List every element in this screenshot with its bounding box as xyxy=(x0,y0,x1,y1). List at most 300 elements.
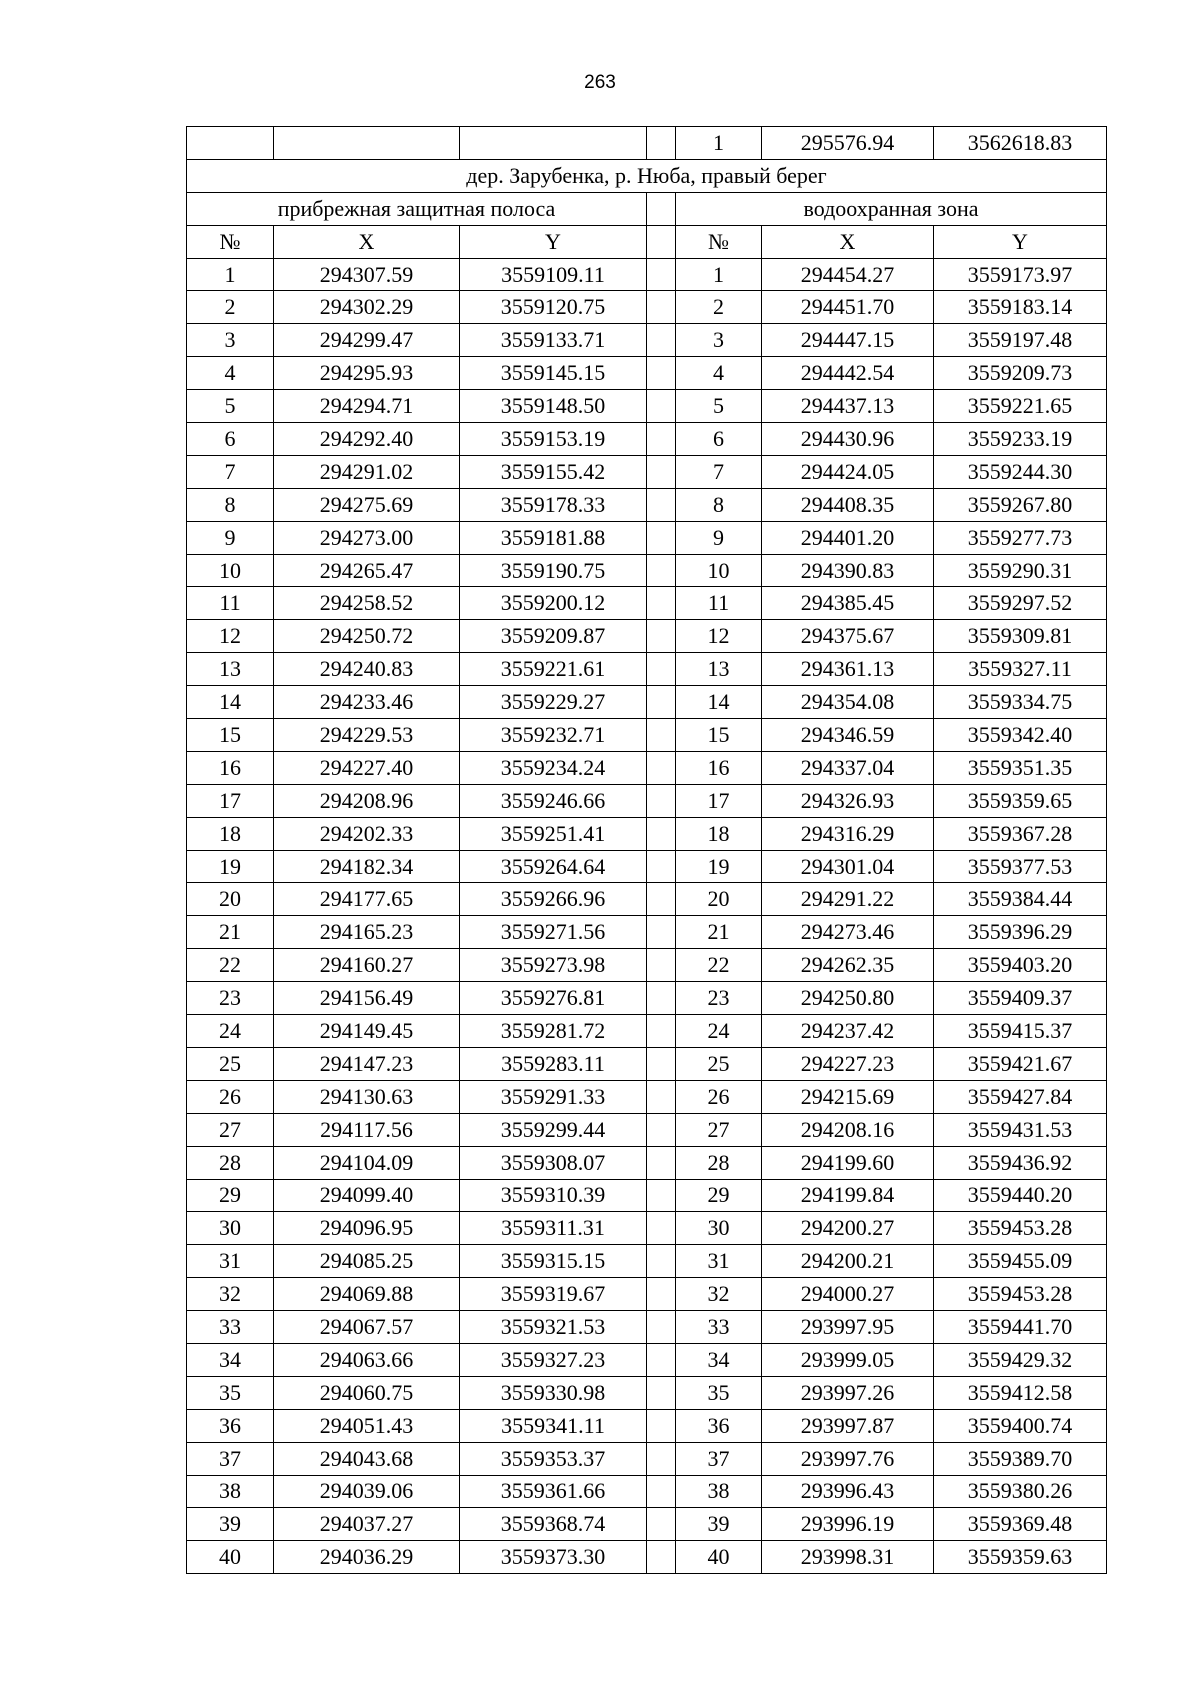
right-zone-title: водоохранная зона xyxy=(676,192,1107,225)
left-y-cell: 3559221.61 xyxy=(460,653,647,686)
right-y-cell: 3559453.28 xyxy=(934,1212,1107,1245)
left-y-cell: 3559327.23 xyxy=(460,1343,647,1376)
gap-cell xyxy=(647,1146,676,1179)
left-x-cell: 294063.66 xyxy=(274,1343,460,1376)
left-x-cell: 294291.02 xyxy=(274,455,460,488)
left-y-cell: 3559361.66 xyxy=(460,1475,647,1508)
left-y-cell: 3559109.11 xyxy=(460,258,647,291)
right-y-cell: 3559173.97 xyxy=(934,258,1107,291)
right-num-cell: 28 xyxy=(676,1146,762,1179)
carryover-y-cell: 3562618.83 xyxy=(934,127,1107,160)
table-row xyxy=(187,1278,1107,1311)
left-x-cell: 294096.95 xyxy=(274,1212,460,1245)
table-row xyxy=(187,784,1107,817)
left-num-cell: 28 xyxy=(187,1146,274,1179)
right-y-cell: 3559384.44 xyxy=(934,883,1107,916)
left-num-cell: 5 xyxy=(187,390,274,423)
left-num-cell: 20 xyxy=(187,883,274,916)
right-x-cell: 294326.93 xyxy=(762,784,934,817)
left-y-cell: 3559368.74 xyxy=(460,1508,647,1541)
table-row xyxy=(187,1047,1107,1080)
gap-cell xyxy=(647,1343,676,1376)
left-num-cell: 22 xyxy=(187,949,274,982)
gap-cell xyxy=(647,324,676,357)
left-num-cell: 9 xyxy=(187,521,274,554)
left-y-cell: 3559271.56 xyxy=(460,916,647,949)
table-row xyxy=(187,719,1107,752)
left-num-cell: 33 xyxy=(187,1311,274,1344)
empty-cell xyxy=(187,127,274,160)
right-x-cell: 294354.08 xyxy=(762,686,934,719)
left-x-cell: 294067.57 xyxy=(274,1311,460,1344)
left-num-cell: 13 xyxy=(187,653,274,686)
right-y-cell: 3559359.65 xyxy=(934,784,1107,817)
right-y-cell: 3559334.75 xyxy=(934,686,1107,719)
left-x-cell: 294099.40 xyxy=(274,1179,460,1212)
left-y-cell: 3559308.07 xyxy=(460,1146,647,1179)
right-x-cell: 294273.46 xyxy=(762,916,934,949)
right-y-cell: 3559367.28 xyxy=(934,817,1107,850)
left-num-cell: 27 xyxy=(187,1113,274,1146)
table-row xyxy=(187,1475,1107,1508)
right-x-cell: 294316.29 xyxy=(762,817,934,850)
gap-cell xyxy=(647,719,676,752)
gap-cell xyxy=(647,423,676,456)
right-y-cell: 3559380.26 xyxy=(934,1475,1107,1508)
gap-cell xyxy=(647,192,676,225)
gap-cell xyxy=(647,1245,676,1278)
gap-cell xyxy=(647,1475,676,1508)
left-num-cell: 3 xyxy=(187,324,274,357)
table-row xyxy=(187,1508,1107,1541)
table-row xyxy=(187,883,1107,916)
left-y-cell: 3559251.41 xyxy=(460,817,647,850)
left-num-cell: 30 xyxy=(187,1212,274,1245)
coordinates-table xyxy=(186,126,1107,1574)
left-y-cell: 3559246.66 xyxy=(460,784,647,817)
right-y-cell: 3559455.09 xyxy=(934,1245,1107,1278)
right-x-cell: 294361.13 xyxy=(762,653,934,686)
right-num-cell: 26 xyxy=(676,1080,762,1113)
table-row xyxy=(187,751,1107,784)
right-num-cell: 38 xyxy=(676,1475,762,1508)
table-row xyxy=(187,1311,1107,1344)
table-row xyxy=(187,982,1107,1015)
gap-cell xyxy=(647,390,676,423)
right-x-cell: 294237.42 xyxy=(762,1015,934,1048)
gap-cell xyxy=(647,1080,676,1113)
left-x-cell: 294149.45 xyxy=(274,1015,460,1048)
right-x-cell: 294454.27 xyxy=(762,258,934,291)
gap-cell xyxy=(647,817,676,850)
left-num-cell: 16 xyxy=(187,751,274,784)
right-y-cell: 3559436.92 xyxy=(934,1146,1107,1179)
right-num-cell: 9 xyxy=(676,521,762,554)
table-row xyxy=(187,916,1107,949)
left-x-cell: 294295.93 xyxy=(274,357,460,390)
table-row xyxy=(187,850,1107,883)
right-y-cell: 3559197.48 xyxy=(934,324,1107,357)
gap-cell xyxy=(647,291,676,324)
right-num-cell: 24 xyxy=(676,1015,762,1048)
left-x-cell: 294165.23 xyxy=(274,916,460,949)
left-y-cell: 3559266.96 xyxy=(460,883,647,916)
left-num-cell: 32 xyxy=(187,1278,274,1311)
gap-cell xyxy=(647,554,676,587)
left-num-cell: 18 xyxy=(187,817,274,850)
left-y-cell: 3559209.87 xyxy=(460,620,647,653)
gap-cell xyxy=(647,620,676,653)
gap-cell xyxy=(647,1376,676,1409)
table-row xyxy=(187,1080,1107,1113)
right-num-cell: 29 xyxy=(676,1179,762,1212)
right-num-cell: 31 xyxy=(676,1245,762,1278)
right-x-cell: 294451.70 xyxy=(762,291,934,324)
right-num-cell: 34 xyxy=(676,1343,762,1376)
left-y-cell: 3559181.88 xyxy=(460,521,647,554)
left-y-cell: 3559276.81 xyxy=(460,982,647,1015)
gap-cell xyxy=(647,653,676,686)
right-y-cell: 3559377.53 xyxy=(934,850,1107,883)
gap-cell xyxy=(647,488,676,521)
gap-cell xyxy=(647,1508,676,1541)
section-title-row xyxy=(187,159,1107,192)
table-row xyxy=(187,817,1107,850)
right-num-cell: 25 xyxy=(676,1047,762,1080)
gap-cell xyxy=(647,850,676,883)
left-y-cell: 3559178.33 xyxy=(460,488,647,521)
left-x-cell: 294117.56 xyxy=(274,1113,460,1146)
right-x-header: X xyxy=(762,225,934,258)
right-x-cell: 294408.35 xyxy=(762,488,934,521)
left-y-cell: 3559148.50 xyxy=(460,390,647,423)
right-num-cell: 32 xyxy=(676,1278,762,1311)
right-x-cell: 294215.69 xyxy=(762,1080,934,1113)
right-num-cell: 17 xyxy=(676,784,762,817)
gap-cell xyxy=(647,1278,676,1311)
left-y-cell: 3559319.67 xyxy=(460,1278,647,1311)
right-x-cell: 294430.96 xyxy=(762,423,934,456)
right-num-cell: 18 xyxy=(676,817,762,850)
carryover-x-cell: 295576.94 xyxy=(762,127,934,160)
left-num-cell: 31 xyxy=(187,1245,274,1278)
left-num-cell: 11 xyxy=(187,587,274,620)
left-x-cell: 294250.72 xyxy=(274,620,460,653)
left-y-cell: 3559153.19 xyxy=(460,423,647,456)
left-x-cell: 294273.00 xyxy=(274,521,460,554)
right-y-cell: 3559359.63 xyxy=(934,1541,1107,1574)
left-y-cell: 3559229.27 xyxy=(460,686,647,719)
right-x-cell: 293997.26 xyxy=(762,1376,934,1409)
right-y-cell: 3559221.65 xyxy=(934,390,1107,423)
right-y-cell: 3559400.74 xyxy=(934,1409,1107,1442)
right-y-cell: 3559369.48 xyxy=(934,1508,1107,1541)
gap-cell xyxy=(647,982,676,1015)
left-num-cell: 29 xyxy=(187,1179,274,1212)
right-num-cell: 11 xyxy=(676,587,762,620)
gap-cell xyxy=(647,1409,676,1442)
right-num-cell: 40 xyxy=(676,1541,762,1574)
right-x-cell: 294200.21 xyxy=(762,1245,934,1278)
left-num-cell: 1 xyxy=(187,258,274,291)
left-x-cell: 294229.53 xyxy=(274,719,460,752)
right-x-cell: 294337.04 xyxy=(762,751,934,784)
right-x-cell: 294227.23 xyxy=(762,1047,934,1080)
right-x-cell: 294000.27 xyxy=(762,1278,934,1311)
gap-cell xyxy=(647,1015,676,1048)
right-num-cell: 15 xyxy=(676,719,762,752)
right-num-cell: 2 xyxy=(676,291,762,324)
gap-cell xyxy=(647,1311,676,1344)
left-x-cell: 294036.29 xyxy=(274,1541,460,1574)
right-y-cell: 3559351.35 xyxy=(934,751,1107,784)
gap-cell xyxy=(647,357,676,390)
left-x-cell: 294037.27 xyxy=(274,1508,460,1541)
table-row xyxy=(187,521,1107,554)
left-x-cell: 294265.47 xyxy=(274,554,460,587)
right-y-cell: 3559396.29 xyxy=(934,916,1107,949)
left-num-cell: 25 xyxy=(187,1047,274,1080)
left-x-cell: 294202.33 xyxy=(274,817,460,850)
gap-cell xyxy=(647,258,676,291)
left-num-cell: 34 xyxy=(187,1343,274,1376)
left-y-cell: 3559341.11 xyxy=(460,1409,647,1442)
left-x-cell: 294085.25 xyxy=(274,1245,460,1278)
right-y-cell: 3559431.53 xyxy=(934,1113,1107,1146)
right-num-cell: 1 xyxy=(676,258,762,291)
left-x-cell: 294294.71 xyxy=(274,390,460,423)
left-num-header: № xyxy=(187,225,274,258)
gap-cell xyxy=(647,1113,676,1146)
right-x-cell: 294200.27 xyxy=(762,1212,934,1245)
right-num-cell: 4 xyxy=(676,357,762,390)
right-num-cell: 19 xyxy=(676,850,762,883)
left-x-cell: 294258.52 xyxy=(274,587,460,620)
left-x-cell: 294156.49 xyxy=(274,982,460,1015)
left-num-cell: 23 xyxy=(187,982,274,1015)
right-num-cell: 35 xyxy=(676,1376,762,1409)
gap-cell xyxy=(647,521,676,554)
right-num-cell: 30 xyxy=(676,1212,762,1245)
right-y-cell: 3559409.37 xyxy=(934,982,1107,1015)
right-x-cell: 293997.95 xyxy=(762,1311,934,1344)
left-num-cell: 2 xyxy=(187,291,274,324)
right-x-cell: 294390.83 xyxy=(762,554,934,587)
right-y-cell: 3559342.40 xyxy=(934,719,1107,752)
left-num-cell: 12 xyxy=(187,620,274,653)
right-y-cell: 3559233.19 xyxy=(934,423,1107,456)
left-num-cell: 19 xyxy=(187,850,274,883)
table-row xyxy=(187,1113,1107,1146)
left-x-cell: 294147.23 xyxy=(274,1047,460,1080)
left-x-cell: 294177.65 xyxy=(274,883,460,916)
gap-cell xyxy=(647,1179,676,1212)
left-y-cell: 3559155.42 xyxy=(460,455,647,488)
right-y-cell: 3559421.67 xyxy=(934,1047,1107,1080)
coordinates-table-body xyxy=(187,127,1107,1574)
right-num-cell: 39 xyxy=(676,1508,762,1541)
table-row xyxy=(187,291,1107,324)
right-y-cell: 3559415.37 xyxy=(934,1015,1107,1048)
table-row xyxy=(187,653,1107,686)
table-row xyxy=(187,1376,1107,1409)
left-y-cell: 3559373.30 xyxy=(460,1541,647,1574)
left-num-cell: 26 xyxy=(187,1080,274,1113)
left-x-cell: 294051.43 xyxy=(274,1409,460,1442)
left-y-cell: 3559310.39 xyxy=(460,1179,647,1212)
table-row xyxy=(187,1179,1107,1212)
right-num-cell: 20 xyxy=(676,883,762,916)
right-y-cell: 3559441.70 xyxy=(934,1311,1107,1344)
left-x-cell: 294307.59 xyxy=(274,258,460,291)
right-y-cell: 3559277.73 xyxy=(934,521,1107,554)
left-x-cell: 294039.06 xyxy=(274,1475,460,1508)
table-row xyxy=(187,324,1107,357)
right-y-header: Y xyxy=(934,225,1107,258)
right-x-cell: 293997.87 xyxy=(762,1409,934,1442)
left-x-cell: 294104.09 xyxy=(274,1146,460,1179)
table-row xyxy=(187,686,1107,719)
right-y-cell: 3559309.81 xyxy=(934,620,1107,653)
right-num-cell: 27 xyxy=(676,1113,762,1146)
table-row xyxy=(187,1146,1107,1179)
right-y-cell: 3559403.20 xyxy=(934,949,1107,982)
left-y-cell: 3559321.53 xyxy=(460,1311,647,1344)
left-x-cell: 294302.29 xyxy=(274,291,460,324)
table-row xyxy=(187,1541,1107,1574)
right-num-cell: 36 xyxy=(676,1409,762,1442)
left-x-cell: 294275.69 xyxy=(274,488,460,521)
left-y-cell: 3559200.12 xyxy=(460,587,647,620)
right-y-cell: 3559412.58 xyxy=(934,1376,1107,1409)
right-x-cell: 294199.60 xyxy=(762,1146,934,1179)
table-row xyxy=(187,1409,1107,1442)
right-num-cell: 37 xyxy=(676,1442,762,1475)
right-x-cell: 294442.54 xyxy=(762,357,934,390)
left-x-cell: 294240.83 xyxy=(274,653,460,686)
left-y-cell: 3559273.98 xyxy=(460,949,647,982)
empty-cell xyxy=(460,127,647,160)
left-x-cell: 294227.40 xyxy=(274,751,460,784)
right-y-cell: 3559429.32 xyxy=(934,1343,1107,1376)
left-x-cell: 294069.88 xyxy=(274,1278,460,1311)
right-x-cell: 294262.35 xyxy=(762,949,934,982)
table-row xyxy=(187,1212,1107,1245)
gap-cell xyxy=(647,1541,676,1574)
gap-cell xyxy=(647,916,676,949)
right-num-header: № xyxy=(676,225,762,258)
left-x-header: X xyxy=(274,225,460,258)
right-num-cell: 10 xyxy=(676,554,762,587)
left-y-cell: 3559291.33 xyxy=(460,1080,647,1113)
left-num-cell: 35 xyxy=(187,1376,274,1409)
left-x-cell: 294043.68 xyxy=(274,1442,460,1475)
left-num-cell: 4 xyxy=(187,357,274,390)
table-row xyxy=(187,554,1107,587)
right-num-cell: 7 xyxy=(676,455,762,488)
right-y-cell: 3559327.11 xyxy=(934,653,1107,686)
zone-title-row xyxy=(187,192,1107,225)
table-row xyxy=(187,357,1107,390)
right-num-cell: 12 xyxy=(676,620,762,653)
left-num-cell: 14 xyxy=(187,686,274,719)
gap-cell xyxy=(647,686,676,719)
table-row xyxy=(187,1015,1107,1048)
right-y-cell: 3559244.30 xyxy=(934,455,1107,488)
left-y-cell: 3559190.75 xyxy=(460,554,647,587)
right-num-cell: 33 xyxy=(676,1311,762,1344)
carryover-num-cell: 1 xyxy=(676,127,762,160)
left-num-cell: 21 xyxy=(187,916,274,949)
left-num-cell: 39 xyxy=(187,1508,274,1541)
left-x-cell: 294160.27 xyxy=(274,949,460,982)
left-y-cell: 3559264.64 xyxy=(460,850,647,883)
left-y-cell: 3559315.15 xyxy=(460,1245,647,1278)
table-row xyxy=(187,1442,1107,1475)
left-num-cell: 38 xyxy=(187,1475,274,1508)
table-row xyxy=(187,423,1107,456)
left-y-header: Y xyxy=(460,225,647,258)
gap-cell xyxy=(647,587,676,620)
gap-cell xyxy=(647,1212,676,1245)
right-x-cell: 294375.67 xyxy=(762,620,934,653)
right-y-cell: 3559297.52 xyxy=(934,587,1107,620)
left-x-cell: 294208.96 xyxy=(274,784,460,817)
gap-cell xyxy=(647,949,676,982)
right-num-cell: 23 xyxy=(676,982,762,1015)
left-y-cell: 3559234.24 xyxy=(460,751,647,784)
right-x-cell: 294437.13 xyxy=(762,390,934,423)
left-x-cell: 294182.34 xyxy=(274,850,460,883)
left-num-cell: 37 xyxy=(187,1442,274,1475)
table-row xyxy=(187,587,1107,620)
right-x-cell: 294385.45 xyxy=(762,587,934,620)
right-x-cell: 294291.22 xyxy=(762,883,934,916)
right-x-cell: 293998.31 xyxy=(762,1541,934,1574)
gap-cell xyxy=(647,225,676,258)
left-y-cell: 3559281.72 xyxy=(460,1015,647,1048)
right-num-cell: 22 xyxy=(676,949,762,982)
left-y-cell: 3559353.37 xyxy=(460,1442,647,1475)
table-row xyxy=(187,1245,1107,1278)
empty-cell xyxy=(274,127,460,160)
right-y-cell: 3559453.28 xyxy=(934,1278,1107,1311)
section-title: дер. Зарубенка, р. Нюба, правый берег xyxy=(187,159,1107,192)
left-y-cell: 3559330.98 xyxy=(460,1376,647,1409)
left-num-cell: 24 xyxy=(187,1015,274,1048)
right-x-cell: 294401.20 xyxy=(762,521,934,554)
right-num-cell: 16 xyxy=(676,751,762,784)
gap-cell xyxy=(647,127,676,160)
right-x-cell: 293996.19 xyxy=(762,1508,934,1541)
left-num-cell: 36 xyxy=(187,1409,274,1442)
right-x-cell: 294424.05 xyxy=(762,455,934,488)
left-y-cell: 3559283.11 xyxy=(460,1047,647,1080)
left-x-cell: 294299.47 xyxy=(274,324,460,357)
gap-cell xyxy=(647,883,676,916)
table-row xyxy=(187,258,1107,291)
left-x-cell: 294060.75 xyxy=(274,1376,460,1409)
gap-cell xyxy=(647,455,676,488)
table-row xyxy=(187,455,1107,488)
right-num-cell: 6 xyxy=(676,423,762,456)
left-y-cell: 3559120.75 xyxy=(460,291,647,324)
left-y-cell: 3559232.71 xyxy=(460,719,647,752)
table-row xyxy=(187,949,1107,982)
table-row xyxy=(187,620,1107,653)
left-x-cell: 294292.40 xyxy=(274,423,460,456)
right-num-cell: 3 xyxy=(676,324,762,357)
